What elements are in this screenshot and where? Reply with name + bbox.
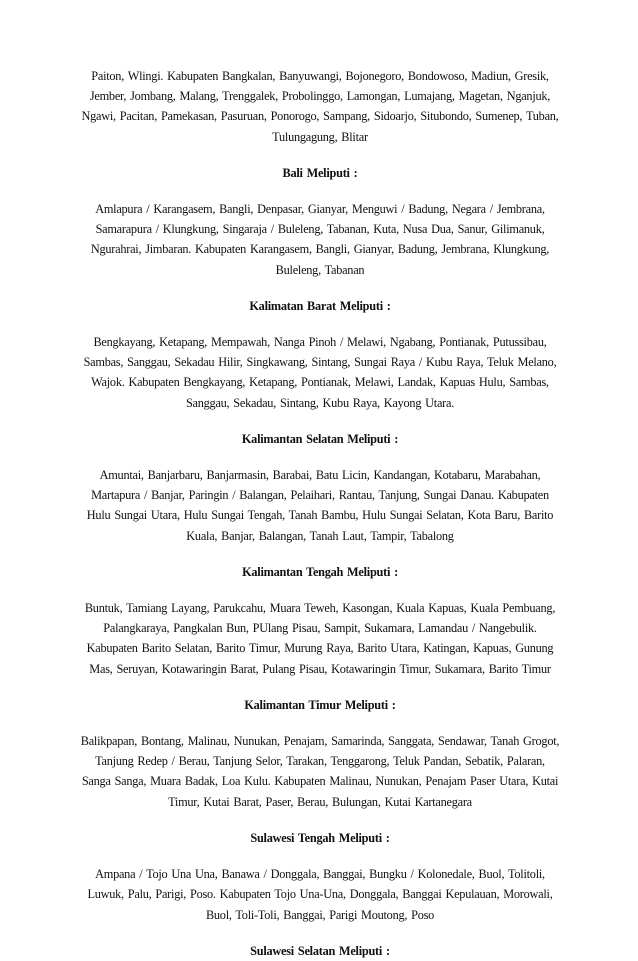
section-text-bali: Amlapura / Karangasem, Bangli, Denpasar, Gianyar, Menguwi / Badung, Negara / Jembrana, Samarapura / Klungkung, Singaraja / Buleleng, Tabanan, Kuta, Nusa Dua, Sanur, Gilimanuk, Ngurahrai, Jimbaran. Kabupaten Karangasem, Bangli, Gianyar, Badung, Jembrana, Klungkung, Buleleng, Tabanan xyxy=(90,202,550,277)
section-heading-bali: Bali Meliputi : xyxy=(282,165,358,180)
section-heading-sulawesi-tengah: Sulawesi Tengah Meliputi : xyxy=(250,830,390,845)
section-text-kalimantan-barat: Bengkayang, Ketapang, Mempawah, Nanga Pinoh / Melawi, Ngabang, Pontianak, Putussibau, Sambas, Sanggau, Sekadau Hilir, Singkawang, Sintang, Sungai Raya / Kubu Raya, Teluk Melano, Wajok. Kabupaten Bengkayang, Ketapang, Pontianak, Melawi, Landak, Kapuas Hulu, Sambas, Sanggau, Sekadau, Sintang, Kubu Raya, Kayong Utara. xyxy=(83,335,557,410)
section-heading-kalimantan-barat: Kalimatan Barat Meliputi : xyxy=(249,298,391,313)
section-text-kalimantan-tengah: Buntuk, Tamiang Layang, Parukcahu, Muara Teweh, Kasongan, Kuala Kapuas, Kuala Pembuang, Palangkaraya, Pangkalan Bun, PUlang Pisau, Sampit, Sukamara, Lamandau / Nangebulik. Kabupaten Barito Selatan, Barito Timur, Murung Raya, Barito Utara, Katingan, Kapuas, Gunung Mas, Seruyan, Kotawaringin Barat, Pulang Pisau, Kotawaringin Timur, Sukamara, Barito Timur xyxy=(84,601,556,676)
section-text-kalimantan-timur: Balikpapan, Bontang, Malinau, Nunukan, Penajam, Samarinda, Sanggata, Sendawar, Tanah Grogot, Tanjung Redep / Berau, Tanjung Selor, Tarakan, Tenggarong, Teluk Pandan, Sebatik, Palaran, Sanga Sanga, Muara Badak, Loa Kulu. Kabupaten Malinau, Nunukan, Penajam Paser Utara, Kutai Timur, Kutai Barat, Paser, Berau, Bulungan, Kutai Kartanegara xyxy=(80,734,560,809)
section-heading-kalimantan-tengah: Kalimantan Tengah Meliputi : xyxy=(242,564,398,579)
document-page xyxy=(80,66,560,961)
section-text-kalimantan-selatan: Amuntai, Banjarbaru, Banjarmasin, Barabai, Batu Licin, Kandangan, Kotabaru, Marabahan, Martapura / Banjar, Paringin / Balangan, Pelaihari, Rantau, Tanjung, Sungai Danau. Kabupaten Hulu Sungai Utara, Hulu Sungai Tengah, Tanah Bambu, Hulu Sungai Selatan, Kota Baru, Barito Kuala, Banjar, Balangan, Tanah Laut, Tampir, Tabalong xyxy=(86,468,554,543)
section-text-sulawesi-tengah: Ampana / Tojo Una Una, Banawa / Donggala, Banggai, Bungku / Kolonedale, Buol, Tolitoli, Luwuk, Palu, Parigi, Poso. Kabupaten Tojo Una-Una, Donggala, Banggai Kepulauan, Morowali, Buol, Toli-Toli, Banggai, Parigi Moutong, Poso xyxy=(87,867,553,922)
intro-paragraph: Paiton, Wlingi. Kabupaten Bangkalan, Banyuwangi, Bojonegoro, Bondowoso, Madiun, Gresik, Jember, Jombang, Malang, Trenggalek, Probolinggo, Lamongan, Lumajang, Magetan, Nganjuk, Ngawi, Pacitan, Pamekasan, Pasuruan, Ponorogo, Sampang, Sidoarjo, Situbondo, Sumenep, Tuban, Tulungagung, Blitar xyxy=(81,69,559,144)
section-heading-sulawesi-selatan: Sulawesi Selatan Meliputi : xyxy=(250,943,390,958)
section-heading-kalimantan-selatan: Kalimantan Selatan Meliputi : xyxy=(241,431,399,446)
section-heading-kalimantan-timur: Kalimantan Timur Meliputi : xyxy=(244,697,396,712)
